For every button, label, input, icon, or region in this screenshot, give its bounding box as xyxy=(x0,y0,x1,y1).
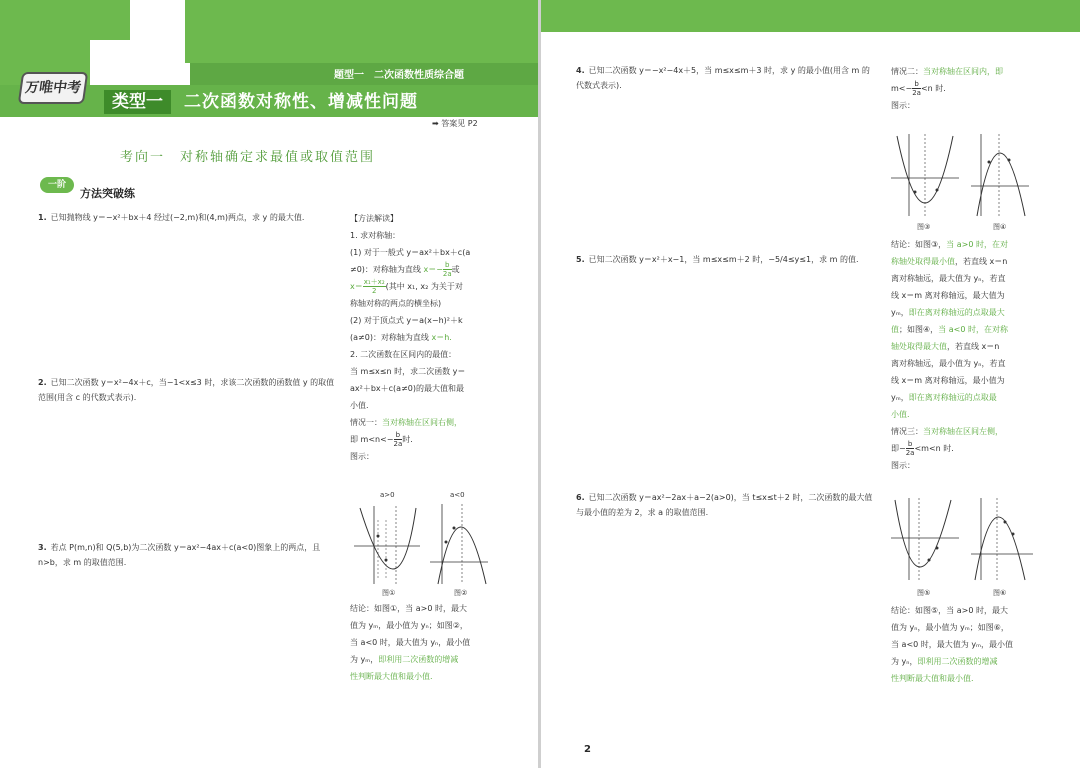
figure-6-parabola-down xyxy=(969,494,1035,582)
method-conclusion-1: 结论：如图①，当 a>0 时，最大 值为 yₘ，最小值为 yₙ；如图②， 当 a<0 时，最大值为 yₙ，最小值 为 yₘ，即利用二次函数的增减 性判断最大值和最小值. xyxy=(350,604,471,681)
figure-4-parabola-down xyxy=(969,130,1031,218)
problem-5: 5. 已知二次函数 y＝x²＋x−1，当 m≤x≤m＋2 时，−5/4≤y≤1，求 m 的值. xyxy=(576,255,859,264)
method-explanation: 【方法解读】 1. 求对称轴： (1) 对于一般式 y＝ax²＋bx＋c(a ≠0)：对称轴为直线 x＝− $\frac{b}{2a}$ 或 x＝ $\frac{\text{x₁＋x₂}}{2}$ (其中 x₁, x₂ 为关于对 称轴对称的两点的横坐标) (2) 对于顶点式 y＝a(x−h)²＋k (a≠0)：对称轴为直线 x＝h. 2. 二次函数在区间内的最值： 当 m≤x≤n 时，求二次函数 y＝ ax²＋bx＋c(a≠0)的最大值和最 小值. 情况一：当对称轴在区间右侧， 即 m<n<− $\frac{b}{2a}$ 时. 图示： xyxy=(350,210,490,465)
method-conclusion-2: 结论：如图③，当 a>0 时，在对 称轴处取得最小值，若直线 x＝n 离对称轴远，最大值为 yₙ，若直 线 x＝m 离对称轴远，最大值为 yₘ，即在离对称轴远的点取最大 值；如图④，当 a<0 时，在对称 轴处取得最大值，若直线 x＝n 离对称轴远，最小值为 yₙ，若直 线 x＝m 离对称轴远，最小值为 yₘ，即在离对称轴远的点取最 小值. 情况三：当对称轴在区间左侧， 即− $\frac{b}{2a}$ <m<n 时. 图示： xyxy=(891,240,1008,470)
right-page xyxy=(541,0,1080,768)
left-page xyxy=(0,0,538,768)
type-title: 二次函数对称性、增减性问题 xyxy=(184,92,418,112)
figure-3-caption: 图③ xyxy=(917,223,931,231)
problem-3: 3. 若点 P(m,n)和 Q(5,b)为二次函数 y＝ax²−4ax＋c(a<0)图象上的两点，且 n>b，求 m 的取值范围. xyxy=(38,543,321,567)
chapter-subtitle: 题型一 二次函数性质综合题 xyxy=(334,70,464,81)
figure-1-parabola-up: a>0 xyxy=(350,500,422,586)
problem-1: 1. 已知抛物线 y＝−x²＋bx＋4 经过(−2,m)和(4,m)两点，求 y 的最大值. xyxy=(38,213,305,222)
figure-6-caption: 图⑥ xyxy=(993,589,1007,597)
level-title: 方法突破练 xyxy=(80,187,135,200)
section-title: 考向一 对称轴确定求最值或取值范围 xyxy=(120,150,376,165)
figure-1-caption: 图① xyxy=(382,589,396,597)
method-case-2: 情况二：当对称轴在区间内，即 m<− $\frac{b}{2a}$ <n 时. 图示： xyxy=(891,67,1003,110)
type-label: 类型一 xyxy=(104,90,171,114)
problem-2: 2. 已知二次函数 y＝x²−4x＋c，当−1<x≤3 时，求该二次函数的函数值 y 的取值范围(用含 c 的代数式表示). xyxy=(38,378,335,402)
figure-2-parabola-down: a<0 xyxy=(428,500,490,586)
problem-6: 6. 已知二次函数 y＝ax²−2ax＋a−2(a>0)，当 t≤x≤t＋2 时，二次函数的最大值与最小值的差为 2，求 a 的取值范围. xyxy=(576,493,873,517)
figure-4-caption: 图④ xyxy=(993,223,1007,231)
method-conclusion-3: 结论：如图⑤，当 a>0 时，最大 值为 yₙ，最小值为 yₘ；如图⑥， 当 a<0 时，最大值为 yₘ，最小值 为 yₙ，即利用二次函数的增减 性判断最大值和最小值. xyxy=(891,606,1014,683)
header-green-band xyxy=(541,0,1080,32)
figure-3-parabola-up xyxy=(889,130,961,218)
figure-5-caption: 图⑤ xyxy=(917,589,931,597)
brand-logo: 万唯中考 xyxy=(18,72,88,104)
level-badge: 一阶 xyxy=(40,177,74,193)
answer-reference: ➡ 答案见 P2 xyxy=(432,119,478,128)
figure-2-caption: 图② xyxy=(454,589,468,597)
page-number: 2 xyxy=(584,744,591,755)
header-green-block-right xyxy=(185,0,538,63)
method-heading: 【方法解读】 xyxy=(350,214,398,223)
figure-5-parabola-up xyxy=(889,494,961,582)
header-green-notch xyxy=(90,0,130,40)
problem-4: 4. 已知二次函数 y＝−x²−4x＋5，当 m≤x≤m＋3 时，求 y 的最小值(用含 m 的代数式表示). xyxy=(576,66,870,90)
